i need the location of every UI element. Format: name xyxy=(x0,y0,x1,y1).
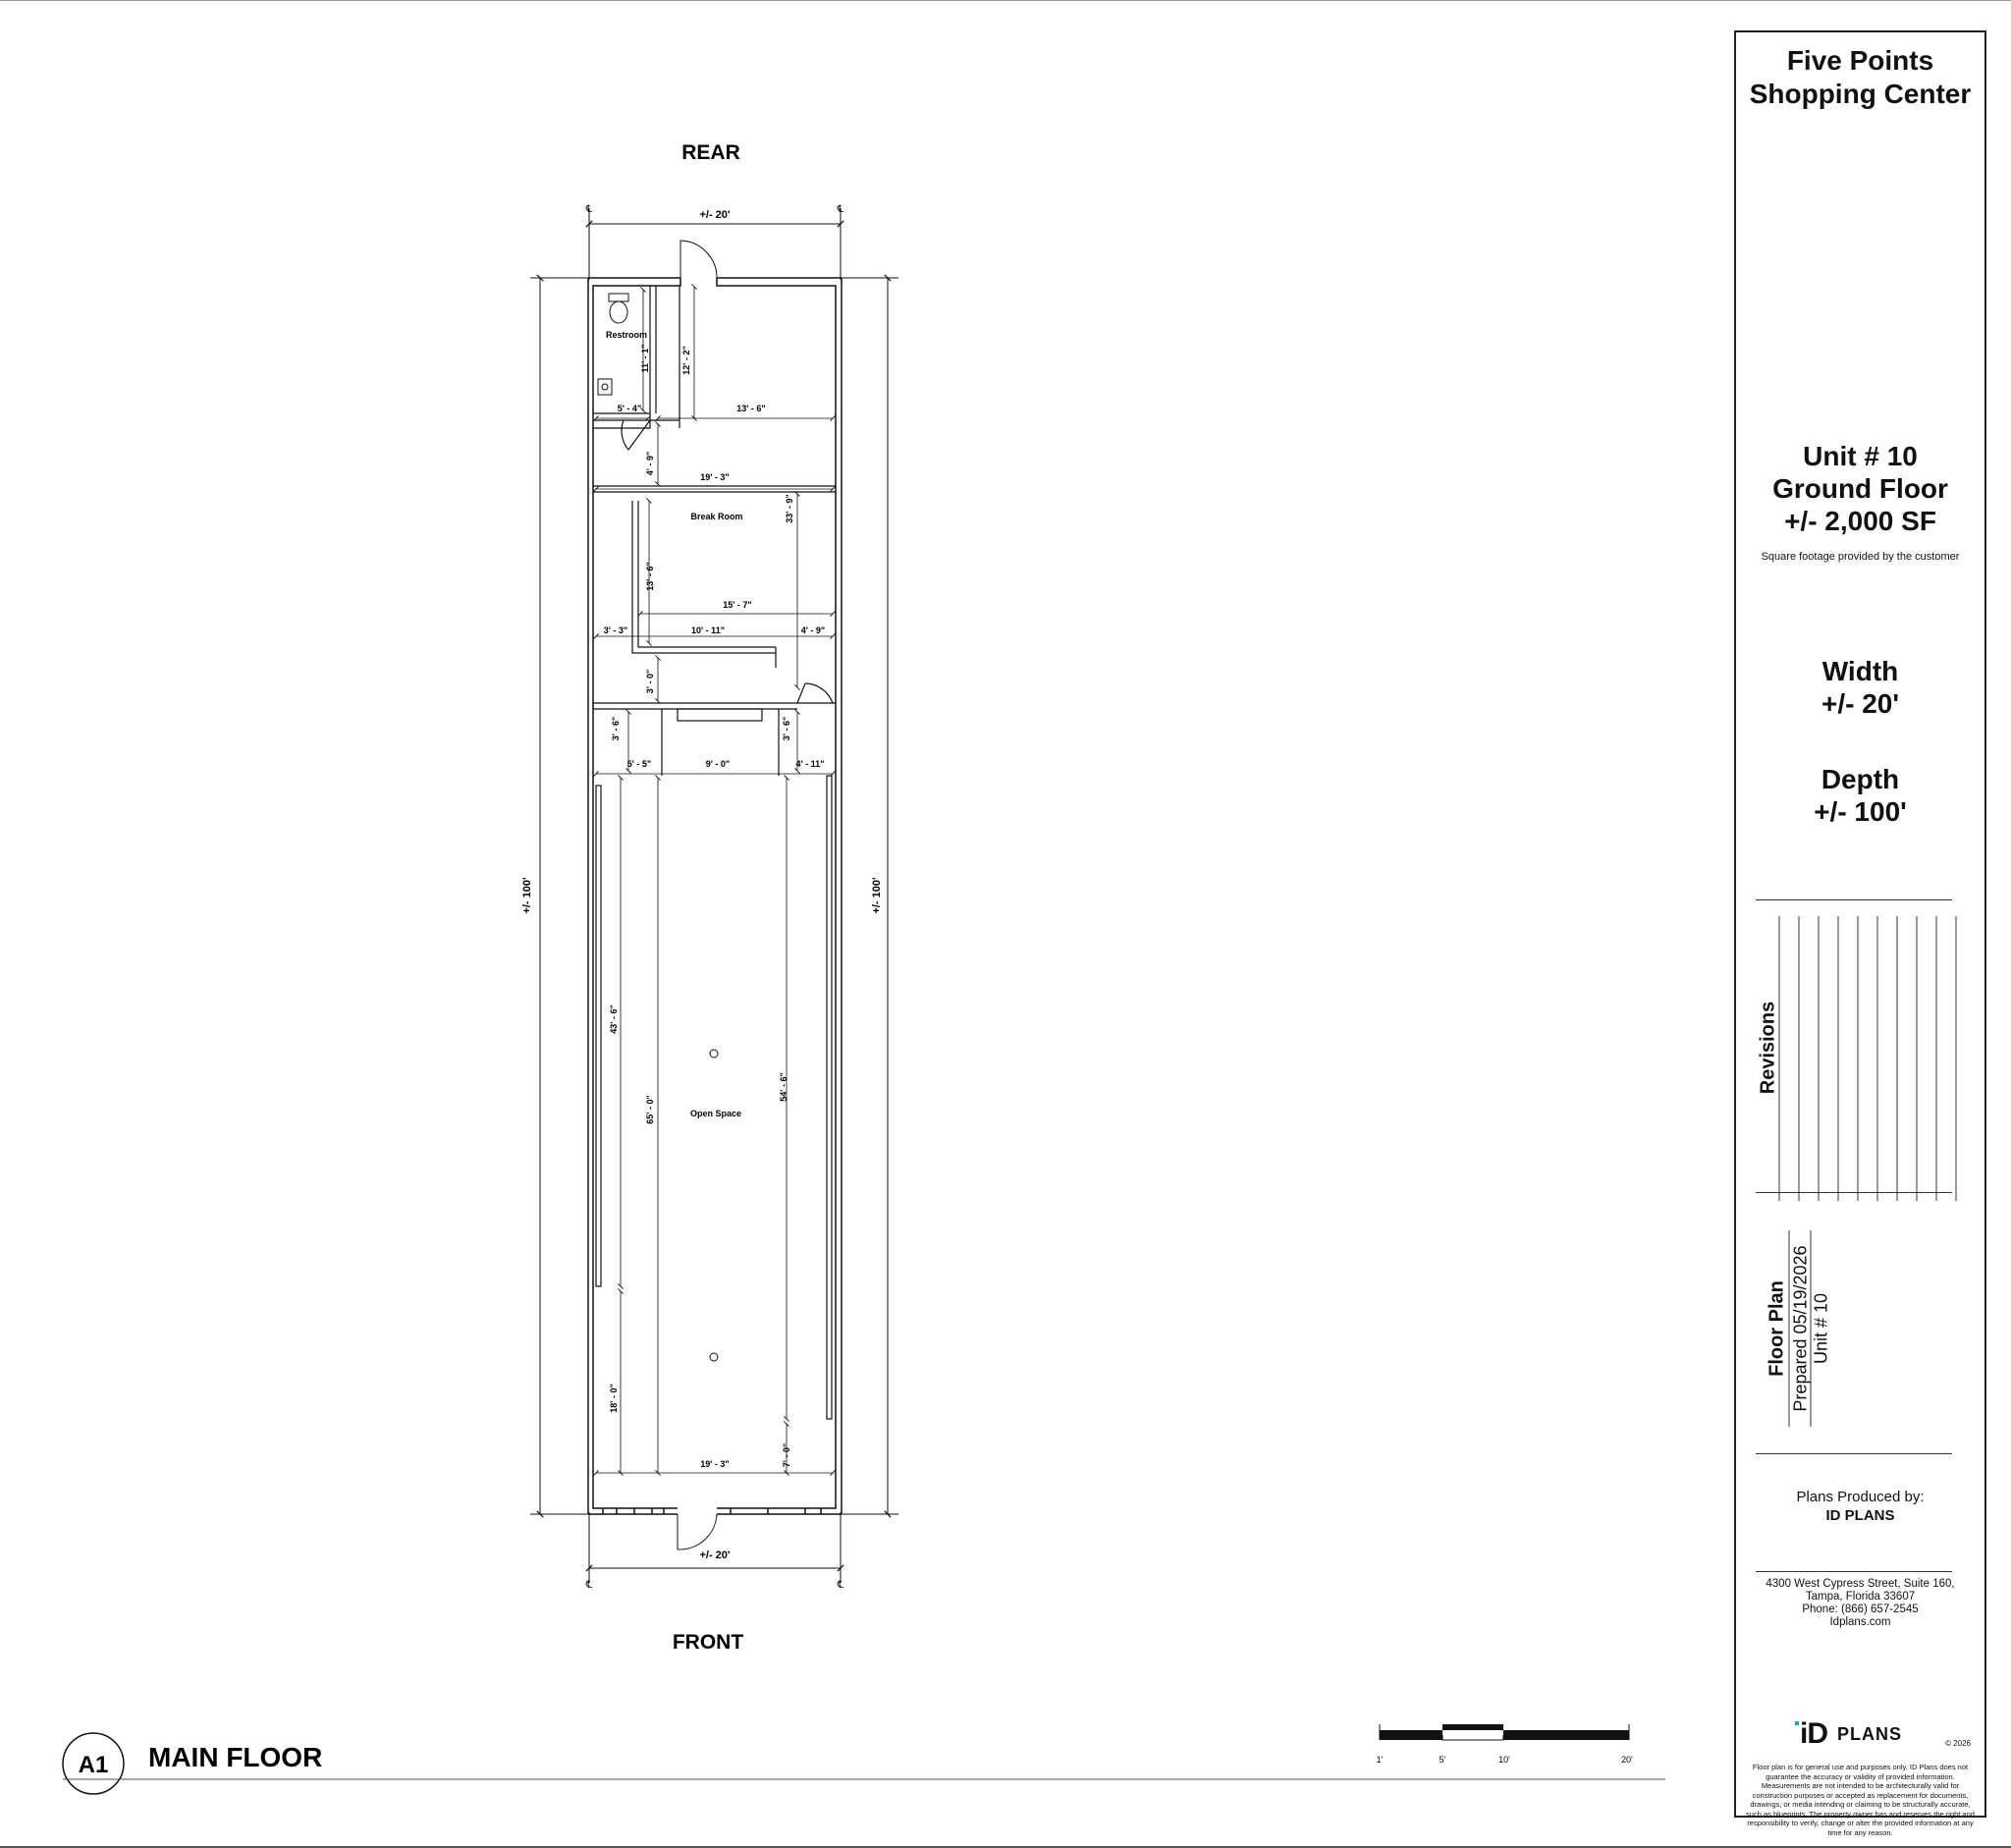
rear-door xyxy=(680,241,717,278)
firm-address xyxy=(1736,1578,1984,1629)
dim-wall-gap: 3' - 0" xyxy=(645,669,655,694)
dim-open-right: 54' - 6" xyxy=(779,1072,788,1102)
rear-label: REAR xyxy=(681,141,740,164)
dim-hall-depth: 4' - 9" xyxy=(645,451,655,476)
dim-seg-mid: 10' - 11" xyxy=(691,625,725,635)
address-line1: 4300 West Cypress Street, Suite 160, xyxy=(1766,1578,1955,1590)
scale-label-5: 5' xyxy=(1439,1755,1446,1765)
centerline-mark: ℄ xyxy=(585,204,593,215)
address-line2: Tampa, Florida 33607 xyxy=(1805,1591,1916,1603)
dim-rear-room-width: 13' - 6" xyxy=(736,404,766,413)
disclaimer: Floor plan is for general use and purposes only. ID Plans does not guarantee the accuracy or validity of provided information. Measurements are not intended to be architecturally valid for construction purposes or accepted as replacement for documents, drawings, or media intending or claiming to be structurally accurate, such as blueprints. The property owner has and reserves the right and responsibility to verify, change or alter the provided information at any time for any reason. xyxy=(1746,1763,1975,1837)
divider xyxy=(1756,1571,1952,1572)
unit-floor: Ground Floor xyxy=(1772,473,1948,504)
dim-front-seg-b: 9' - 0" xyxy=(705,759,731,769)
revisions-label: Revisions xyxy=(1757,1001,1779,1095)
dim-bottom-width: +/- 20' xyxy=(699,1549,731,1561)
dim-open-bottom-right: 7' - 0" xyxy=(782,1442,791,1468)
plan-unit: Unit # 10 xyxy=(1811,1292,1831,1365)
firm-name: ID PLANS xyxy=(1825,1507,1895,1524)
dim-left-depth: +/- 100' xyxy=(521,877,533,914)
scale-label-20: 20' xyxy=(1621,1755,1633,1765)
overall-depth-dimension-left xyxy=(530,278,587,1514)
plan-type: Floor Plan xyxy=(1766,1280,1788,1377)
sheet-tag: A1 xyxy=(78,1752,109,1778)
logo-accent-dot xyxy=(1795,1721,1799,1725)
centerline-mark: ℄ xyxy=(585,1580,593,1591)
dim-open-full: 65' - 0" xyxy=(645,1095,655,1124)
copyright: © 2026 xyxy=(1945,1739,1971,1748)
dim-right-depth: +/- 100' xyxy=(871,877,883,914)
sheet-title: MAIN FLOOR xyxy=(148,1742,323,1772)
room-label-break-room: Break Room xyxy=(690,512,743,521)
dim-open-bottom-left: 18' - 0" xyxy=(609,1384,619,1413)
interior-walls xyxy=(593,286,836,1419)
dim-vest-right: 3' - 6" xyxy=(782,716,791,741)
exterior-walls xyxy=(588,278,842,1514)
column-marker xyxy=(710,1050,718,1058)
dim-open-width: 19' - 3" xyxy=(700,1459,730,1469)
room-label-open-space: Open Space xyxy=(689,1109,742,1118)
column-marker xyxy=(710,1353,718,1361)
dim-restroom-width: 5' - 4" xyxy=(617,404,642,413)
divider xyxy=(1756,1192,1952,1193)
firm-website: Idplans.com xyxy=(1829,1616,1891,1628)
overall-width-dimension-bottom xyxy=(589,1512,841,1583)
square-footage-note: Square footage provided by the customer xyxy=(1761,551,1960,563)
logo-text: PLANS xyxy=(1837,1723,1903,1744)
divider xyxy=(1756,1453,1952,1454)
centerline-mark: ℄ xyxy=(837,1580,844,1591)
depth-label: Depth xyxy=(1821,764,1900,794)
dim-seg-left: 3' - 3" xyxy=(603,625,628,635)
firm-phone: Phone: (866) 657-2545 xyxy=(1802,1603,1919,1615)
centerline-mark: ℄ xyxy=(837,204,844,215)
front-label: FRONT xyxy=(672,1631,744,1654)
storefront-mullions xyxy=(603,1508,821,1514)
width-label: Width xyxy=(1821,656,1899,686)
prepared-date: Prepared 05/19/2026 xyxy=(1790,1245,1811,1412)
divider xyxy=(1756,899,1952,900)
depth-value: +/- 100' xyxy=(1814,796,1907,827)
interior-dimension-lines xyxy=(596,287,833,1473)
room-label-restroom: Restroom xyxy=(605,330,648,340)
dim-front-seg-a: 5' - 5" xyxy=(626,759,652,769)
dim-break-width: 19' - 3" xyxy=(700,472,730,482)
title-block xyxy=(1734,30,1986,1837)
dim-vest-left: 3' - 6" xyxy=(611,716,621,741)
front-door xyxy=(678,1514,717,1549)
dim-top-width: +/- 20' xyxy=(699,209,731,221)
dim-front-seg-c: 4' - 11" xyxy=(795,759,825,769)
dim-open-left: 43' - 6" xyxy=(609,1005,619,1034)
logo-mark: iD xyxy=(1795,1717,1827,1751)
toilet-fixture xyxy=(609,294,628,323)
dim-restroom-depth: 11' - 1" xyxy=(640,344,650,373)
depth-info xyxy=(1736,763,1984,828)
unit-area: +/- 2,000 SF xyxy=(1784,506,1936,536)
width-info xyxy=(1736,655,1984,720)
produced-by-label: Plans Produced by: xyxy=(1796,1489,1925,1505)
dim-seg-right: 4' - 9" xyxy=(800,625,826,635)
project-name xyxy=(1736,44,1984,111)
unit-info xyxy=(1736,440,1984,537)
scale-label-10: 10' xyxy=(1498,1755,1510,1765)
plan-info-rules xyxy=(1736,1211,1988,1446)
project-name-line2: Shopping Center xyxy=(1749,79,1972,109)
width-value: +/- 20' xyxy=(1821,688,1900,719)
scale-label-1: 1' xyxy=(1376,1755,1384,1765)
dim-break-depth: 33' - 9" xyxy=(785,494,794,523)
dim-break-inner-width: 15' - 7" xyxy=(723,600,752,610)
project-name-line1: Five Points xyxy=(1786,45,1934,76)
dim-rear-room-depth: 12' - 2" xyxy=(681,346,691,375)
firm-logo xyxy=(1795,1717,1902,1751)
dim-closet-depth: 13' - 6" xyxy=(645,562,655,591)
unit-number: Unit # 10 xyxy=(1803,441,1918,471)
graphic-scale-bar xyxy=(1380,1724,1629,1740)
sink-fixture xyxy=(598,379,612,395)
